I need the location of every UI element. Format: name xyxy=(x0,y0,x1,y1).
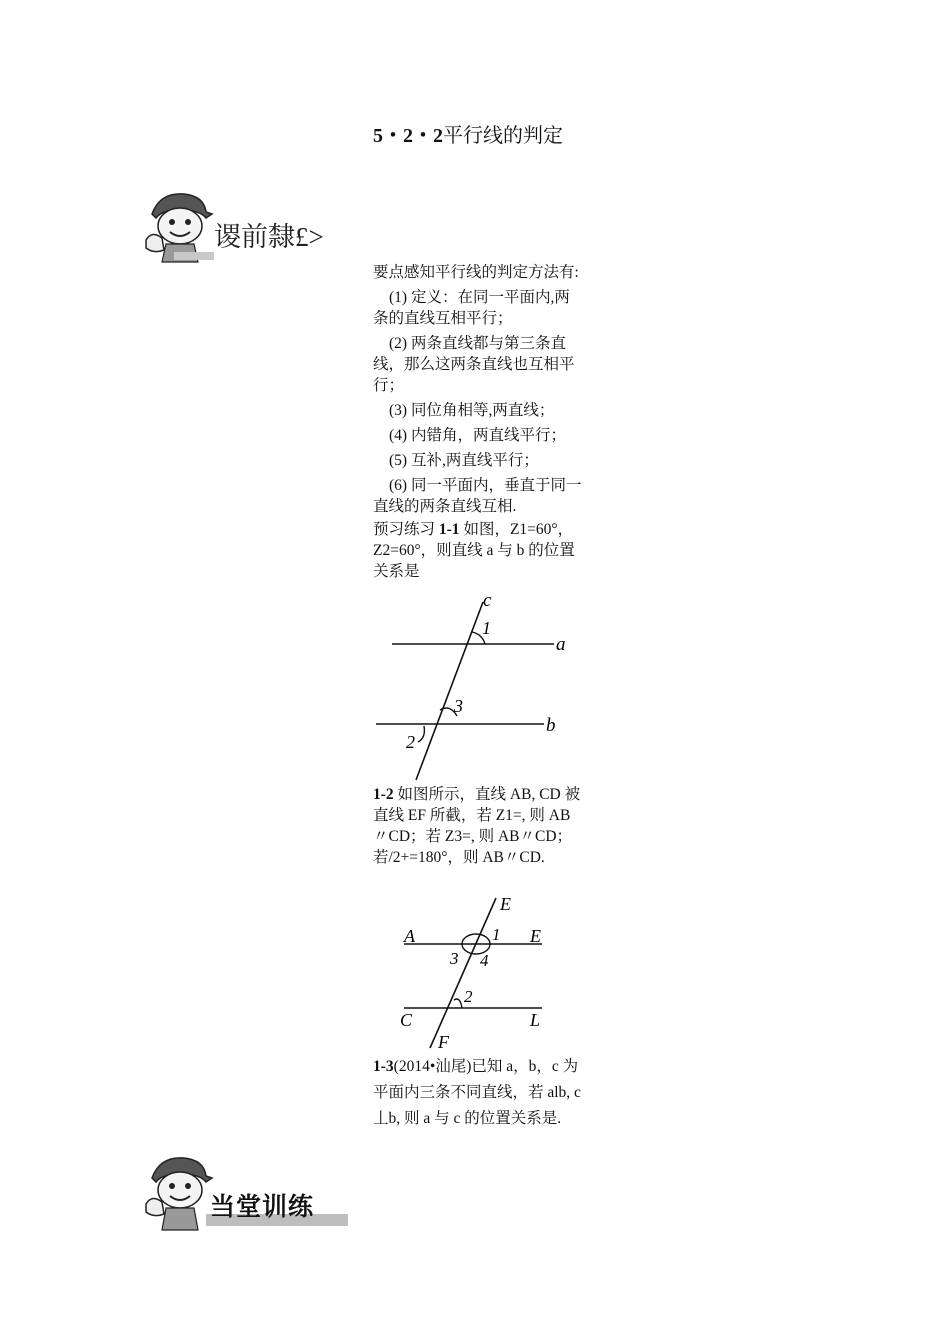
section-title: 平行线的判定 xyxy=(443,125,563,147)
fig2-label-4: 4 xyxy=(480,951,489,970)
method-1: (1) 定义：在同一平面内,两条的直线互相平行； xyxy=(373,289,570,327)
exercise-1-2: 1-2 如图所示，直线 AB, CD 被直线 EF 所截，若 Z1=, 则 AB〃CD；若 Z3=, 则 AB〃CD；若/2+=180°，则 AB〃CD. xyxy=(373,786,581,866)
fig2-label-e-right: E xyxy=(530,926,541,946)
cartoon-boy-icon xyxy=(140,188,220,263)
in-class-training-banner-text: 当堂训练 xyxy=(210,1192,315,1221)
key-points xyxy=(373,262,583,582)
fig2-label-3: 3 xyxy=(450,949,459,968)
fig1-label-3: 3 xyxy=(454,696,463,716)
figure-2-transversal xyxy=(396,892,556,1052)
fig2-label-l: L xyxy=(530,1010,541,1030)
before-class-banner xyxy=(140,188,340,263)
fig2-label-1: 1 xyxy=(492,925,501,944)
exercise-1-3: 1-3(2014•汕尾)已知 a，b，c 为平面内三条不同直线，若 alb, c丄b, 则 a 与 c 的位置关系是. xyxy=(373,1058,581,1127)
fig2-label-c: C xyxy=(400,1010,413,1030)
fig1-label-b: b xyxy=(546,715,556,736)
in-class-training-banner xyxy=(140,1152,360,1232)
method-6: (6) 同一平面内，垂直于同一直线的两条直线互相. xyxy=(373,477,582,515)
exercise-1-1: 预习练习 1-1 如图，Z1=60°，Z2=60°，则直线 a 与 b 的位置关系是 xyxy=(373,521,575,580)
method-4: (4) 内错角，两直线平行； xyxy=(389,427,566,444)
fig1-label-a: a xyxy=(556,634,566,655)
fig2-label-f: F xyxy=(438,1032,449,1052)
figure-1-parallel-lines xyxy=(368,594,583,784)
fig1-label-1: 1 xyxy=(482,618,491,638)
page-title xyxy=(373,122,583,150)
fig1-label-2: 2 xyxy=(406,732,415,752)
before-class-banner-text: 谡前隸£> xyxy=(214,222,324,252)
method-5: (5) 互补,两直线平行； xyxy=(389,452,539,469)
fig2-label-e-top: E xyxy=(500,894,511,914)
section-number: 5・2・2 xyxy=(373,125,443,147)
fig1-label-c: c xyxy=(483,594,492,611)
fig2-label-2: 2 xyxy=(464,987,473,1006)
method-2: (2) 两条直线都与第三条直线，那么这两条直线也互相平行； xyxy=(373,335,575,394)
fig2-label-a: A xyxy=(404,926,415,946)
method-3: (3) 同位角相等,两直线； xyxy=(389,402,555,419)
intro-text: 要点感知平行线的判定方法有: xyxy=(373,264,579,281)
